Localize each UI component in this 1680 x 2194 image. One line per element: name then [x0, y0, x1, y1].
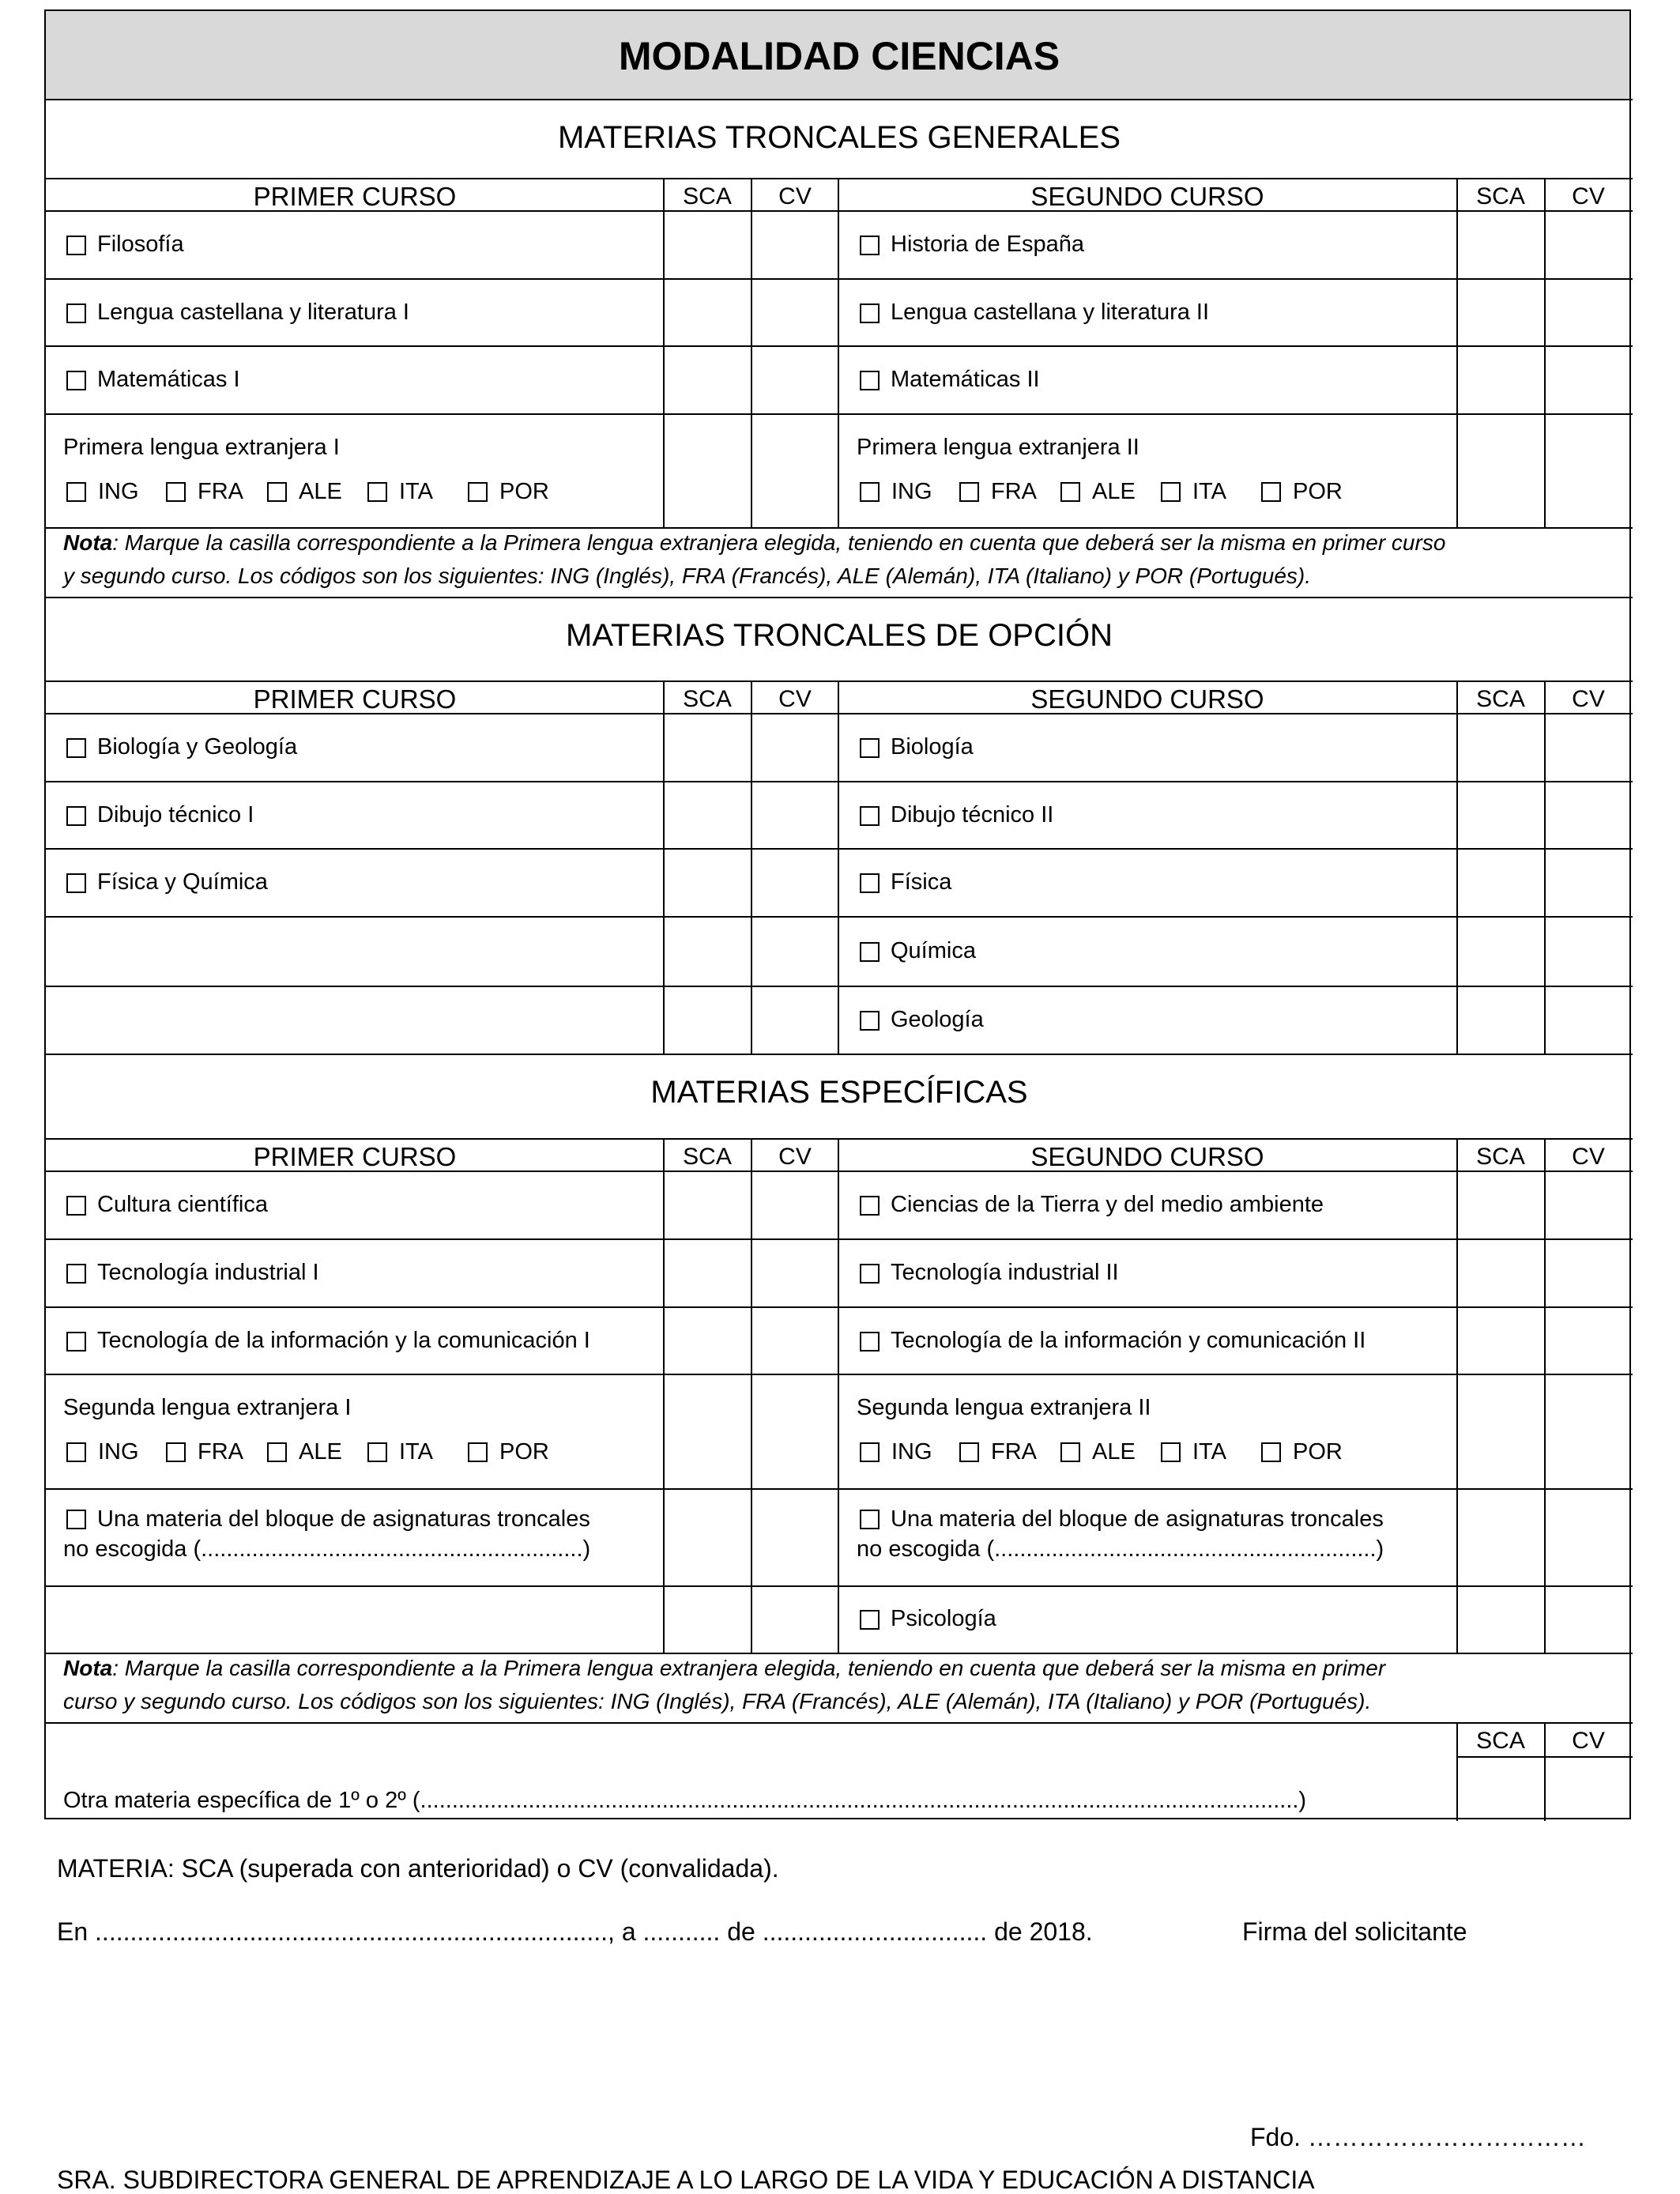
lang-code-ing: ING [98, 1439, 139, 1465]
segunda-lengua-ita-primer-checkbox[interactable] [367, 1442, 387, 1462]
lang-code-ale: ALE [1092, 1439, 1136, 1465]
lang-code-fra: FRA [991, 1439, 1037, 1465]
especifica-segundo-1: Ciencias de la Tierra y del medio ambiente [891, 1192, 1324, 1217]
row-divider [46, 848, 1633, 850]
column-divider [1544, 681, 1546, 1054]
note-text-line2: curso y segundo curso. Los códigos son los siguientes: ING (Inglés), FRA (Francés), ALE (Alemán), ITA (Italiano) y POR (Portugués). [63, 1689, 1372, 1713]
section-title-especificas: MATERIAS ESPECÍFICAS [650, 1075, 1028, 1110]
column-divider [663, 681, 665, 1054]
especifica-primer-2: Tecnología industrial I [97, 1260, 319, 1285]
subject-psicologia: Psicología [891, 1606, 996, 1631]
header-sca: SCA [1476, 686, 1525, 712]
primera-lengua-fra-segundo-checkbox[interactable] [959, 482, 979, 502]
column-divider [838, 1139, 839, 1653]
row-divider [46, 1171, 1633, 1172]
especifica-primer-2-checkbox[interactable] [66, 1264, 86, 1284]
lang-code-fra: FRA [198, 1439, 243, 1465]
subject-primer-2-checkbox[interactable] [66, 303, 86, 323]
header-primer-curso: PRIMER CURSO [253, 684, 457, 714]
especifica-segundo-3: Tecnología de la información y comunicación II [891, 1327, 1366, 1353]
column-divider [838, 179, 839, 528]
row-divider [46, 986, 1633, 987]
primera-lengua-por-primer-checkbox[interactable] [468, 482, 488, 502]
lang-code-ale: ALE [299, 1439, 342, 1465]
row-divider [46, 713, 1633, 714]
bloque-segundo-checkbox[interactable] [860, 1510, 880, 1529]
primera-lengua-ale-segundo-checkbox[interactable] [1060, 482, 1080, 502]
subject-segundo-3-checkbox[interactable] [860, 371, 880, 390]
row-divider [46, 781, 1633, 782]
lang-code-ale: ALE [1092, 479, 1136, 504]
header-sca: SCA [1476, 183, 1525, 209]
lang-code-por: POR [499, 1439, 549, 1465]
column-divider [1544, 179, 1546, 528]
column-divider [1456, 681, 1458, 1054]
subject-segundo-2: Lengua castellana y literatura II [891, 299, 1210, 325]
bloque-segundo-line2[interactable]: no escogida (............................................................) [857, 1536, 1384, 1562]
especifica-segundo-1-checkbox[interactable] [860, 1196, 880, 1216]
section-title-troncales-generales: MATERIAS TRONCALES GENERALES [557, 120, 1121, 155]
subject-segundo-1: Historia de España [891, 232, 1085, 257]
column-divider [1544, 1139, 1546, 1653]
opcion-segundo-3: Física [891, 869, 952, 895]
column-divider [663, 1139, 665, 1653]
lang-code-ita: ITA [1192, 1439, 1226, 1465]
note-text-line1: : Marque la casilla correspondiente a la Primera lengua extranjera elegida, teniendo en cuenta que deberá ser la misma en primer [112, 1656, 1386, 1680]
row-divider [46, 1653, 1633, 1654]
opcion-primer-3-checkbox[interactable] [66, 873, 86, 893]
row-divider [46, 527, 1633, 529]
opcion-segundo-5-checkbox[interactable] [860, 1011, 880, 1031]
header-cv: CV [778, 1144, 812, 1170]
primera-lengua-ing-segundo-checkbox[interactable] [860, 482, 880, 502]
lang-code-por: POR [499, 479, 549, 504]
modalidad-form [44, 9, 1631, 1819]
lang-code-ita: ITA [399, 479, 433, 504]
row-divider [46, 597, 1633, 598]
header-segundo-curso: SEGUNDO CURSO [1030, 182, 1264, 211]
opcion-segundo-2-checkbox[interactable] [860, 806, 880, 826]
header-sca: SCA [1476, 1144, 1525, 1170]
lang-code-ing: ING [891, 479, 932, 504]
primera-lengua-fra-primer-checkbox[interactable] [166, 482, 186, 502]
segunda-lengua-ale-segundo-checkbox[interactable] [1060, 1442, 1080, 1462]
lang-code-fra: FRA [991, 479, 1037, 504]
primera-lengua-por-segundo-checkbox[interactable] [1261, 482, 1281, 502]
signature-label: Firma del solicitante [1242, 1917, 1467, 1946]
opcion-primer-1: Biología y Geología [97, 734, 298, 760]
note-label: Nota [63, 1656, 113, 1680]
row-divider [46, 178, 1633, 179]
addressee: SRA. SUBDIRECTORA GENERAL DE APRENDIZAJE A LO LARGO DE LA VIDA Y EDUCACIÓN A DISTANCIA [57, 2166, 1315, 2194]
especifica-segundo-3-checkbox[interactable] [860, 1332, 880, 1351]
primera-lengua-label-segundo: Primera lengua extranjera II [857, 435, 1139, 460]
segunda-lengua-ita-segundo-checkbox[interactable] [1161, 1442, 1181, 1462]
lang-code-por: POR [1293, 1439, 1343, 1465]
segunda-lengua-ale-primer-checkbox[interactable] [267, 1442, 287, 1462]
row-divider [46, 916, 1633, 918]
opcion-segundo-4-checkbox[interactable] [860, 942, 880, 962]
page-title: MODALIDAD CIENCIAS [618, 34, 1060, 78]
opcion-primer-2-checkbox[interactable] [66, 806, 86, 826]
primera-lengua-ing-primer-checkbox[interactable] [66, 482, 86, 502]
row-divider [46, 278, 1633, 280]
primera-lengua-ita-segundo-checkbox[interactable] [1161, 482, 1181, 502]
header-cv: CV [778, 183, 812, 209]
header-segundo-curso: SEGUNDO CURSO [1030, 684, 1264, 714]
opcion-segundo-4: Química [891, 938, 976, 963]
segunda-lengua-fra-segundo-checkbox[interactable] [959, 1442, 979, 1462]
primera-lengua-label-primer: Primera lengua extranjera I [63, 435, 340, 460]
primera-lengua-ita-primer-checkbox[interactable] [367, 482, 387, 502]
subject-primer-3: Matemáticas I [97, 367, 240, 392]
header-sca: SCA [1476, 1728, 1525, 1754]
segunda-lengua-label-primer: Segunda lengua extranjera I [63, 1395, 352, 1420]
opcion-primer-2: Dibujo técnico I [97, 801, 254, 827]
column-divider [1544, 1723, 1546, 1821]
header-cv: CV [1572, 1728, 1605, 1754]
row-divider [46, 1374, 1633, 1375]
header-primer-curso: PRIMER CURSO [253, 182, 457, 211]
bloque-primer-line1: Una materia del bloque de asignaturas troncales [97, 1506, 590, 1532]
subject-segundo-1-checkbox[interactable] [860, 236, 880, 255]
lang-code-ita: ITA [399, 1439, 433, 1465]
especifica-primer-3: Tecnología de la información y la comunicación I [97, 1327, 590, 1353]
row-divider [46, 413, 1633, 415]
place-date-line[interactable]: En ........................................................................., a ........... de ................................ de 2018. [57, 1917, 1093, 1946]
row-divider [46, 210, 1633, 212]
lang-code-por: POR [1293, 479, 1343, 504]
subject-primer-3-checkbox[interactable] [66, 371, 86, 390]
subject-segundo-2-checkbox[interactable] [860, 303, 880, 323]
signature-name-line[interactable]: Fdo. …………………………… [1250, 2123, 1586, 2151]
opcion-segundo-3-checkbox[interactable] [860, 873, 880, 893]
row-divider [46, 680, 1633, 682]
column-divider [1456, 1139, 1458, 1653]
segunda-lengua-fra-primer-checkbox[interactable] [166, 1442, 186, 1462]
note-text-line1: : Marque la casilla correspondiente a la Primera lengua extranjera elegida, teniendo en cuenta que deberá ser la misma en primer curso [112, 530, 1446, 555]
header-primer-curso: PRIMER CURSO [253, 1142, 457, 1171]
subject-primer-1-checkbox[interactable] [66, 236, 86, 255]
segunda-lengua-label-segundo: Segunda lengua extranjera II [857, 1395, 1151, 1420]
segunda-lengua-por-primer-checkbox[interactable] [468, 1442, 488, 1462]
header-sca: SCA [683, 183, 732, 209]
especifica-primer-1: Cultura científica [97, 1192, 268, 1217]
lang-code-ing: ING [98, 479, 139, 504]
row-divider [46, 345, 1633, 347]
opcion-segundo-1-checkbox[interactable] [860, 738, 880, 758]
especifica-primer-3-checkbox[interactable] [66, 1332, 86, 1351]
opcion-primer-1-checkbox[interactable] [66, 738, 86, 758]
header-cv: CV [1572, 1144, 1605, 1170]
subject-primer-1: Filosofía [97, 232, 184, 257]
opcion-segundo-5: Geología [891, 1007, 984, 1032]
header-sca: SCA [683, 686, 732, 712]
lang-code-ale: ALE [299, 479, 342, 504]
section-title-troncales-opcion: MATERIAS TRONCALES DE OPCIÓN [566, 618, 1113, 653]
note-primera-lengua [63, 532, 1445, 554]
column-divider [751, 179, 752, 528]
note-text-line2: y segundo curso. Los códigos son los siguientes: ING (Inglés), FRA (Francés), ALE (Alemán), ITA (Italiano) y POR (Portugués). [63, 564, 1311, 588]
row-divider [46, 1585, 1633, 1587]
sca-cv-legend: MATERIA: SCA (superada con anterioridad) o CV (convalidada). [57, 1854, 779, 1883]
row-divider [46, 1238, 1633, 1240]
header-cv: CV [778, 686, 812, 712]
column-divider [663, 179, 665, 528]
subject-segundo-3: Matemáticas II [891, 367, 1040, 392]
subject-primer-2: Lengua castellana y literatura I [97, 299, 409, 325]
segunda-lengua-por-segundo-checkbox[interactable] [1261, 1442, 1281, 1462]
primera-lengua-ale-primer-checkbox[interactable] [267, 482, 287, 502]
opcion-primer-3: Física y Química [97, 869, 268, 895]
row-divider [46, 1054, 1633, 1055]
header-sca: SCA [683, 1144, 732, 1170]
row-divider [46, 1488, 1633, 1490]
header-segundo-curso: SEGUNDO CURSO [1030, 1142, 1264, 1171]
row-divider [46, 1722, 1633, 1724]
lang-code-ing: ING [891, 1439, 932, 1465]
column-divider [1456, 1723, 1458, 1821]
column-divider [838, 681, 839, 1054]
segunda-lengua-ing-segundo-checkbox[interactable] [860, 1442, 880, 1462]
column-divider [751, 681, 752, 1054]
column-divider [751, 1139, 752, 1653]
row-divider [46, 1138, 1633, 1140]
especifica-segundo-2-checkbox[interactable] [860, 1264, 880, 1284]
bloque-primer-line2[interactable]: no escogida (............................................................) [63, 1536, 591, 1562]
row-divider [46, 99, 1633, 100]
otra-materia-line[interactable]: Otra materia específica de 1º o 2º (..........................................................................................................................................) [63, 1788, 1307, 1813]
bloque-primer-checkbox[interactable] [66, 1510, 86, 1529]
header-cv: CV [1572, 183, 1605, 209]
psicologia-checkbox[interactable] [860, 1610, 880, 1630]
lang-code-fra: FRA [198, 479, 243, 504]
lang-code-ita: ITA [1192, 479, 1226, 504]
column-divider [1456, 179, 1458, 528]
header-cv: CV [1572, 686, 1605, 712]
bloque-segundo-line1: Una materia del bloque de asignaturas troncales [891, 1506, 1384, 1532]
row-divider [46, 1306, 1633, 1308]
especifica-primer-1-checkbox[interactable] [66, 1196, 86, 1216]
opcion-segundo-1: Biología [891, 734, 974, 760]
opcion-segundo-2: Dibujo técnico II [891, 801, 1054, 827]
segunda-lengua-ing-primer-checkbox[interactable] [66, 1442, 86, 1462]
row-divider [1457, 1756, 1633, 1758]
note-segunda-lengua [63, 1657, 1385, 1679]
especifica-segundo-2: Tecnología industrial II [891, 1260, 1119, 1285]
note-label: Nota [63, 530, 113, 555]
